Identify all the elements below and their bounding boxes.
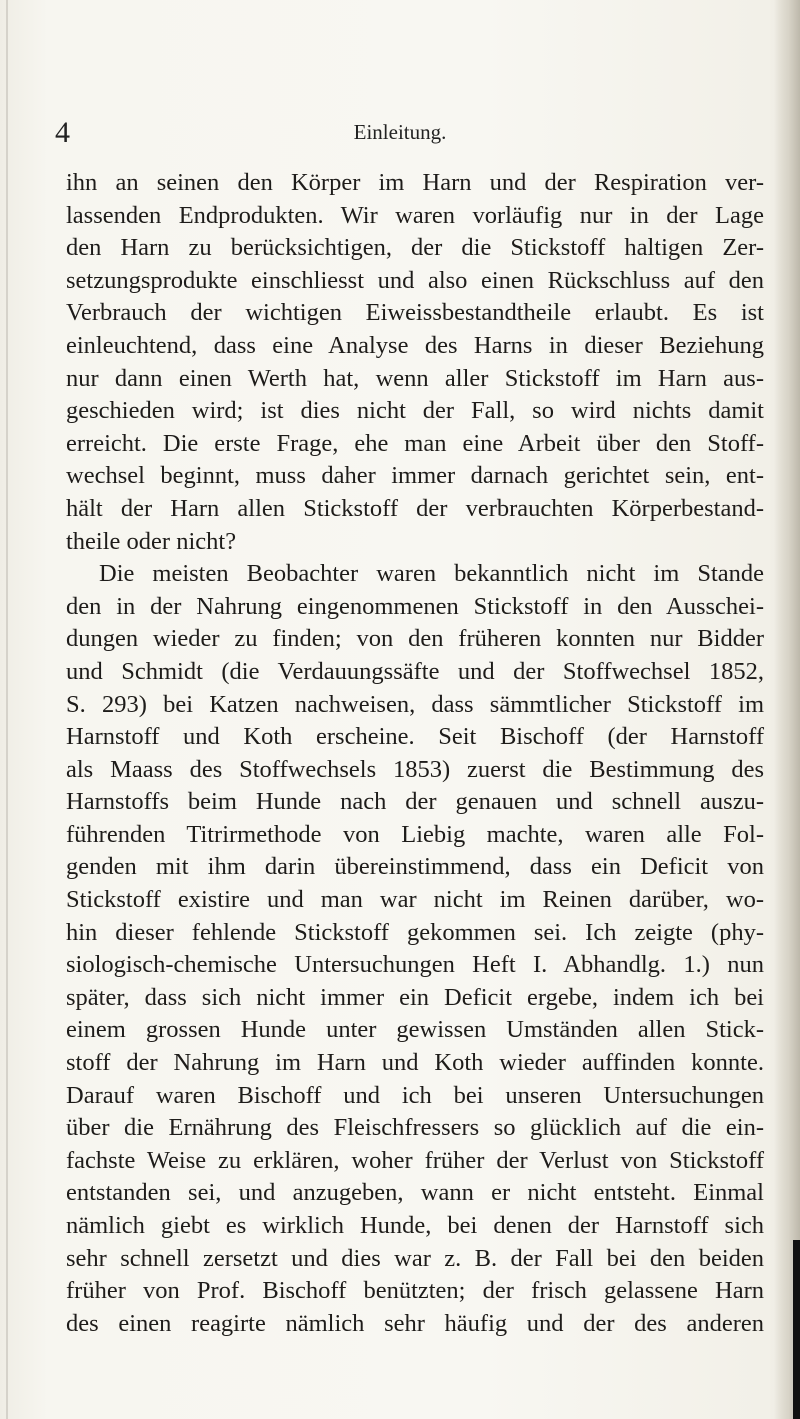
text-line: hält der Harn allen Stickstoff der verbrauchten Körperbestand- — [66, 494, 764, 522]
text-line: Harnstoffs beim Hunde nach der genauen und schnell auszu- — [66, 788, 764, 816]
text-line: genden mit ihm darin übereinstimmend, dass ein Deficit von — [66, 853, 764, 881]
text-line: setzungsprodukte einschliesst und also einen Rückschluss auf den — [66, 266, 764, 294]
text-line: Verbrauch der wichtigen Eiweissbestandtheile erlaubt. Es ist — [66, 299, 764, 327]
text-line: und Schmidt (die Verdauungssäfte und der Stoffwechsel 1852, — [66, 657, 764, 685]
page-gutter-line — [6, 0, 8, 1419]
text-line: entstanden sei, und anzugeben, wann er nicht entsteht. Einmal — [66, 1179, 764, 1207]
scan-edge-bar — [793, 1240, 800, 1419]
body-text — [66, 167, 764, 1340]
text-line: führenden Titrirmethode von Liebig machte, waren alle Fol- — [66, 820, 764, 848]
text-line: fachste Weise zu erklären, woher früher der Verlust von Stickstoff — [66, 1146, 764, 1174]
text-line: einleuchtend, dass eine Analyse des Harns in dieser Beziehung — [66, 331, 764, 359]
text-line: den in der Nahrung eingenommenen Stickstoff in den Ausschei- — [66, 592, 764, 620]
text-line: über die Ernährung des Fleischfressers so glücklich auf die ein- — [66, 1114, 764, 1142]
text-line: des einen reagirte nämlich sehr häufig und der des anderen — [66, 1309, 764, 1337]
text-line: erreicht. Die erste Frage, ehe man eine Arbeit über den Stoff- — [66, 429, 764, 457]
text-line: den Harn zu berücksichtigen, der die Stickstoff haltigen Zer- — [66, 234, 764, 262]
page-edge-shadow — [774, 0, 800, 1419]
text-line: Darauf waren Bischoff und ich bei unseren Untersuchungen — [66, 1081, 764, 1109]
text-line: als Maass des Stoffwechsels 1853) zuerst die Bestimmung des — [66, 755, 764, 783]
text-line: hin dieser fehlende Stickstoff gekommen sei. Ich zeigte (phy- — [66, 918, 764, 946]
text-line: dungen wieder zu finden; von den früheren konnten nur Bidder — [66, 625, 764, 653]
text-line: Die meisten Beobachter waren bekanntlich nicht im Stande — [99, 560, 764, 588]
text-line: siologisch-chemische Untersuchungen Heft I. Abhandlg. 1.) nun — [66, 951, 764, 979]
text-line: früher von Prof. Bischoff benützten; der frisch gelassene Harn — [66, 1277, 764, 1305]
page-number: 4 — [55, 116, 70, 149]
text-line: später, dass sich nicht immer ein Deficit ergebe, indem ich bei — [66, 983, 764, 1011]
text-line: wechsel beginnt, muss daher immer darnach gerichtet sein, ent- — [66, 462, 764, 490]
text-line: nur dann einen Werth hat, wenn aller Stickstoff im Harn aus- — [66, 364, 764, 392]
text-line: Stickstoff existire und man war nicht im Reinen darüber, wo- — [66, 886, 764, 914]
text-line: geschieden wird; ist dies nicht der Fall, so wird nichts damit — [66, 397, 764, 425]
text-line: lassenden Endprodukten. Wir waren vorläufig nur in der Lage — [66, 201, 764, 229]
text-line: ihn an seinen den Körper im Harn und der Respiration ver- — [66, 169, 764, 196]
running-head: Einleitung. — [353, 120, 447, 144]
text-line: Harnstoff und Koth erscheine. Seit Bischoff (der Harnstoff — [66, 723, 764, 751]
text-line: einem grossen Hunde unter gewissen Umständen allen Stick- — [66, 1016, 764, 1044]
text-line: nämlich giebt es wirklich Hunde, bei denen der Harnstoff sich — [66, 1212, 764, 1239]
text-line: theile oder nicht? — [66, 527, 237, 555]
text-line: stoff der Nahrung im Harn und Koth wieder auffinden konnte. — [66, 1049, 764, 1077]
text-line: S. 293) bei Katzen nachweisen, dass sämmtlicher Stickstoff im — [66, 690, 764, 718]
text-line: sehr schnell zersetzt und dies war z. B. der Fall bei den beiden — [66, 1244, 764, 1272]
